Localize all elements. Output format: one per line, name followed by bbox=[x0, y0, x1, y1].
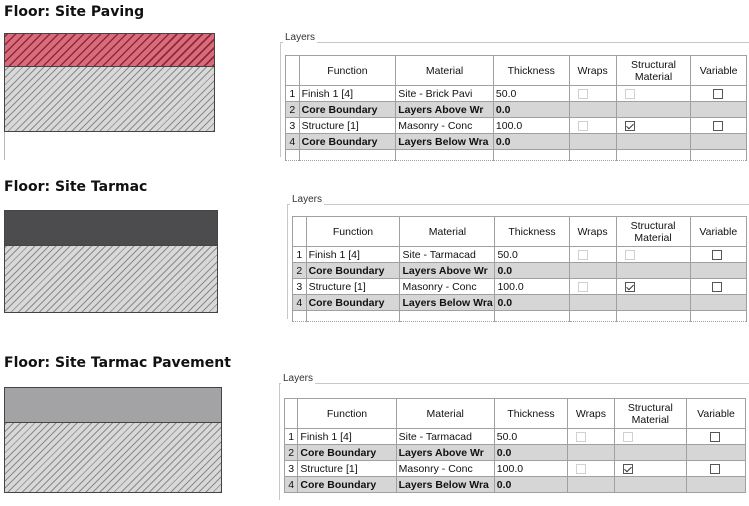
material-header[interactable]: Material bbox=[400, 217, 495, 247]
table-row[interactable] bbox=[286, 134, 747, 150]
function-cell[interactable]: Structure [1] bbox=[299, 118, 396, 134]
pavement-finish-layer bbox=[5, 388, 221, 423]
row-index: 4 bbox=[293, 295, 307, 311]
table-row[interactable] bbox=[293, 263, 747, 279]
variable-header[interactable]: Variable bbox=[690, 217, 746, 247]
wraps-checkbox bbox=[578, 89, 588, 99]
structural-material-cell[interactable] bbox=[616, 118, 691, 134]
thickness-cell[interactable]: 100.0 bbox=[495, 279, 569, 295]
table-row[interactable] bbox=[286, 118, 747, 134]
variable-cell bbox=[687, 477, 746, 493]
material-cell[interactable]: Site - Tarmacad bbox=[400, 247, 495, 263]
thickness-cell[interactable]: 0.0 bbox=[495, 295, 569, 311]
variable-cell bbox=[691, 102, 747, 118]
variable-cell[interactable] bbox=[687, 461, 746, 477]
variable-cell[interactable] bbox=[691, 118, 747, 134]
wraps-checkbox bbox=[576, 432, 586, 442]
variable-checkbox[interactable] bbox=[712, 282, 722, 292]
wraps-checkbox bbox=[576, 464, 586, 474]
table-row[interactable] bbox=[285, 445, 746, 461]
variable-header[interactable]: Variable bbox=[687, 399, 746, 429]
function-header[interactable]: Function bbox=[298, 399, 396, 429]
tarmac-finish-layer bbox=[5, 211, 217, 246]
structural-material-cell[interactable] bbox=[614, 461, 686, 477]
concrete-structure-layer bbox=[5, 67, 214, 131]
site-paving-section-preview bbox=[4, 33, 215, 132]
function-cell[interactable]: Structure [1] bbox=[298, 461, 396, 477]
structural-material-checkbox-checked[interactable] bbox=[623, 464, 633, 474]
section-edge-line bbox=[4, 132, 5, 160]
structural-material-cell bbox=[616, 102, 691, 118]
concrete-structure-layer bbox=[5, 246, 217, 312]
thickness-cell[interactable]: 0.0 bbox=[493, 134, 569, 150]
variable-checkbox[interactable] bbox=[710, 432, 720, 442]
thickness-header[interactable]: Thickness bbox=[493, 56, 569, 86]
site-tarmac-pavement-section-preview bbox=[4, 387, 222, 493]
wraps-checkbox bbox=[578, 121, 588, 131]
layers-table bbox=[285, 55, 747, 161]
material-cell[interactable]: Layers Above Wr bbox=[396, 102, 494, 118]
table-row[interactable] bbox=[293, 247, 747, 263]
material-cell[interactable]: Layers Below Wra bbox=[396, 477, 494, 493]
structural-material-checkbox bbox=[625, 89, 635, 99]
material-cell[interactable]: Masonry - Conc bbox=[400, 279, 495, 295]
variable-cell[interactable] bbox=[690, 279, 746, 295]
floor-title-site-tarmac-pavement: Floor: Site Tarmac Pavement bbox=[4, 355, 231, 371]
function-cell[interactable]: Core Boundary bbox=[299, 102, 396, 118]
row-index: 2 bbox=[285, 445, 298, 461]
index-header bbox=[285, 399, 298, 429]
concrete-structure-layer bbox=[5, 423, 221, 492]
table-row[interactable] bbox=[293, 279, 747, 295]
structural-material-cell[interactable] bbox=[616, 279, 690, 295]
variable-checkbox[interactable] bbox=[713, 89, 723, 99]
layers-group-label: Layers bbox=[285, 32, 316, 43]
row-index: 3 bbox=[293, 279, 307, 295]
structural-material-cell bbox=[614, 429, 686, 445]
function-cell[interactable]: Core Boundary bbox=[299, 134, 396, 150]
function-cell[interactable]: Core Boundary bbox=[298, 477, 396, 493]
layers-group-label: Layers bbox=[283, 373, 314, 384]
variable-cell[interactable] bbox=[690, 247, 746, 263]
row-index: 4 bbox=[286, 134, 300, 150]
variable-checkbox[interactable] bbox=[710, 464, 720, 474]
layers-group-label: Layers bbox=[292, 194, 323, 205]
material-header[interactable]: Material bbox=[396, 56, 494, 86]
thickness-cell[interactable]: 0.0 bbox=[494, 477, 567, 493]
function-cell[interactable]: Finish 1 [4] bbox=[306, 247, 400, 263]
index-header bbox=[286, 56, 300, 86]
function-cell[interactable]: Finish 1 [4] bbox=[298, 429, 396, 445]
thickness-header[interactable]: Thickness bbox=[495, 217, 569, 247]
wraps-cell bbox=[569, 295, 616, 311]
wraps-checkbox bbox=[578, 250, 588, 260]
structural-material-checkbox bbox=[623, 432, 633, 442]
material-cell[interactable]: Masonry - Conc bbox=[396, 461, 494, 477]
structural-material-cell bbox=[616, 134, 691, 150]
brick-paving-finish-layer bbox=[5, 34, 214, 67]
structural-material-cell bbox=[616, 86, 691, 102]
function-cell[interactable]: Core Boundary bbox=[298, 445, 396, 461]
row-index: 3 bbox=[286, 118, 300, 134]
variable-header[interactable]: Variable bbox=[691, 56, 747, 86]
wraps-cell bbox=[569, 279, 616, 295]
thickness-cell[interactable]: 100.0 bbox=[494, 461, 567, 477]
thickness-cell[interactable]: 0.0 bbox=[495, 263, 569, 279]
structural-material-header[interactable]: Structural Material bbox=[616, 217, 690, 247]
row-index: 1 bbox=[285, 429, 298, 445]
wraps-cell bbox=[568, 477, 615, 493]
material-cell[interactable]: Layers Below Wra bbox=[400, 295, 495, 311]
table-header-row bbox=[286, 56, 747, 86]
floor-title-site-paving: Floor: Site Paving bbox=[4, 4, 145, 20]
row-index: 1 bbox=[286, 86, 300, 102]
site-tarmac-section-preview bbox=[4, 210, 218, 313]
material-cell[interactable]: Layers Above Wr bbox=[400, 263, 495, 279]
thickness-cell[interactable]: 0.0 bbox=[493, 102, 569, 118]
thickness-header[interactable]: Thickness bbox=[494, 399, 567, 429]
wraps-checkbox bbox=[578, 282, 588, 292]
table-header-row bbox=[293, 217, 747, 247]
function-header[interactable]: Function bbox=[299, 56, 396, 86]
structural-material-cell bbox=[616, 295, 690, 311]
variable-cell bbox=[690, 263, 746, 279]
thickness-cell[interactable]: 100.0 bbox=[493, 118, 569, 134]
wraps-cell bbox=[569, 86, 616, 102]
table-row[interactable] bbox=[286, 102, 747, 118]
structural-material-cell bbox=[616, 263, 690, 279]
layers-table bbox=[292, 216, 747, 322]
function-header[interactable]: Function bbox=[306, 217, 400, 247]
table-row[interactable] bbox=[285, 461, 746, 477]
structural-material-cell bbox=[616, 247, 690, 263]
function-cell[interactable]: Structure [1] bbox=[306, 279, 400, 295]
thickness-cell[interactable]: 0.0 bbox=[494, 445, 567, 461]
row-index: 1 bbox=[293, 247, 307, 263]
structural-material-cell bbox=[614, 445, 686, 461]
structural-material-checkbox bbox=[625, 250, 635, 260]
wraps-header[interactable]: Wraps bbox=[569, 217, 616, 247]
variable-cell[interactable] bbox=[691, 86, 747, 102]
structural-material-checkbox-checked[interactable] bbox=[625, 282, 635, 292]
table-empty-row bbox=[286, 150, 747, 161]
structural-material-cell bbox=[614, 477, 686, 493]
variable-cell bbox=[691, 134, 747, 150]
structural-material-header[interactable]: Structural Material bbox=[616, 56, 691, 86]
wraps-cell bbox=[568, 461, 615, 477]
material-cell[interactable]: Layers Above Wr bbox=[396, 445, 494, 461]
table-row[interactable] bbox=[286, 86, 747, 102]
layers-table bbox=[284, 398, 746, 493]
thickness-cell[interactable]: 50.0 bbox=[493, 86, 569, 102]
index-header bbox=[293, 217, 307, 247]
wraps-cell bbox=[569, 134, 616, 150]
variable-checkbox[interactable] bbox=[713, 121, 723, 131]
row-index: 4 bbox=[285, 477, 298, 493]
wraps-cell bbox=[569, 118, 616, 134]
function-cell[interactable]: Finish 1 [4] bbox=[299, 86, 396, 102]
wraps-cell bbox=[568, 445, 615, 461]
material-cell[interactable]: Site - Tarmacad bbox=[396, 429, 494, 445]
wraps-header[interactable]: Wraps bbox=[568, 399, 615, 429]
material-cell[interactable]: Layers Below Wra bbox=[396, 134, 494, 150]
structural-material-checkbox-checked[interactable] bbox=[625, 121, 635, 131]
function-cell[interactable]: Core Boundary bbox=[306, 263, 400, 279]
material-header[interactable]: Material bbox=[396, 399, 494, 429]
variable-cell bbox=[687, 445, 746, 461]
wraps-cell bbox=[569, 102, 616, 118]
row-index: 2 bbox=[286, 102, 300, 118]
structural-material-header[interactable]: Structural Material bbox=[614, 399, 686, 429]
variable-checkbox[interactable] bbox=[712, 250, 722, 260]
thickness-cell[interactable]: 50.0 bbox=[495, 247, 569, 263]
row-index: 3 bbox=[285, 461, 298, 477]
wraps-cell bbox=[569, 247, 616, 263]
row-index: 2 bbox=[293, 263, 307, 279]
variable-cell bbox=[690, 295, 746, 311]
wraps-cell bbox=[569, 263, 616, 279]
function-cell[interactable]: Core Boundary bbox=[306, 295, 400, 311]
material-cell[interactable]: Site - Brick Pavi bbox=[396, 86, 494, 102]
material-cell[interactable]: Masonry - Conc bbox=[396, 118, 494, 134]
table-row[interactable] bbox=[285, 429, 746, 445]
wraps-cell bbox=[568, 429, 615, 445]
wraps-header[interactable]: Wraps bbox=[569, 56, 616, 86]
table-header-row bbox=[285, 399, 746, 429]
table-row[interactable] bbox=[285, 477, 746, 493]
table-row[interactable] bbox=[293, 295, 747, 311]
variable-cell[interactable] bbox=[687, 429, 746, 445]
table-empty-row bbox=[293, 311, 747, 322]
floor-title-site-tarmac: Floor: Site Tarmac bbox=[4, 179, 148, 195]
thickness-cell[interactable]: 50.0 bbox=[494, 429, 567, 445]
